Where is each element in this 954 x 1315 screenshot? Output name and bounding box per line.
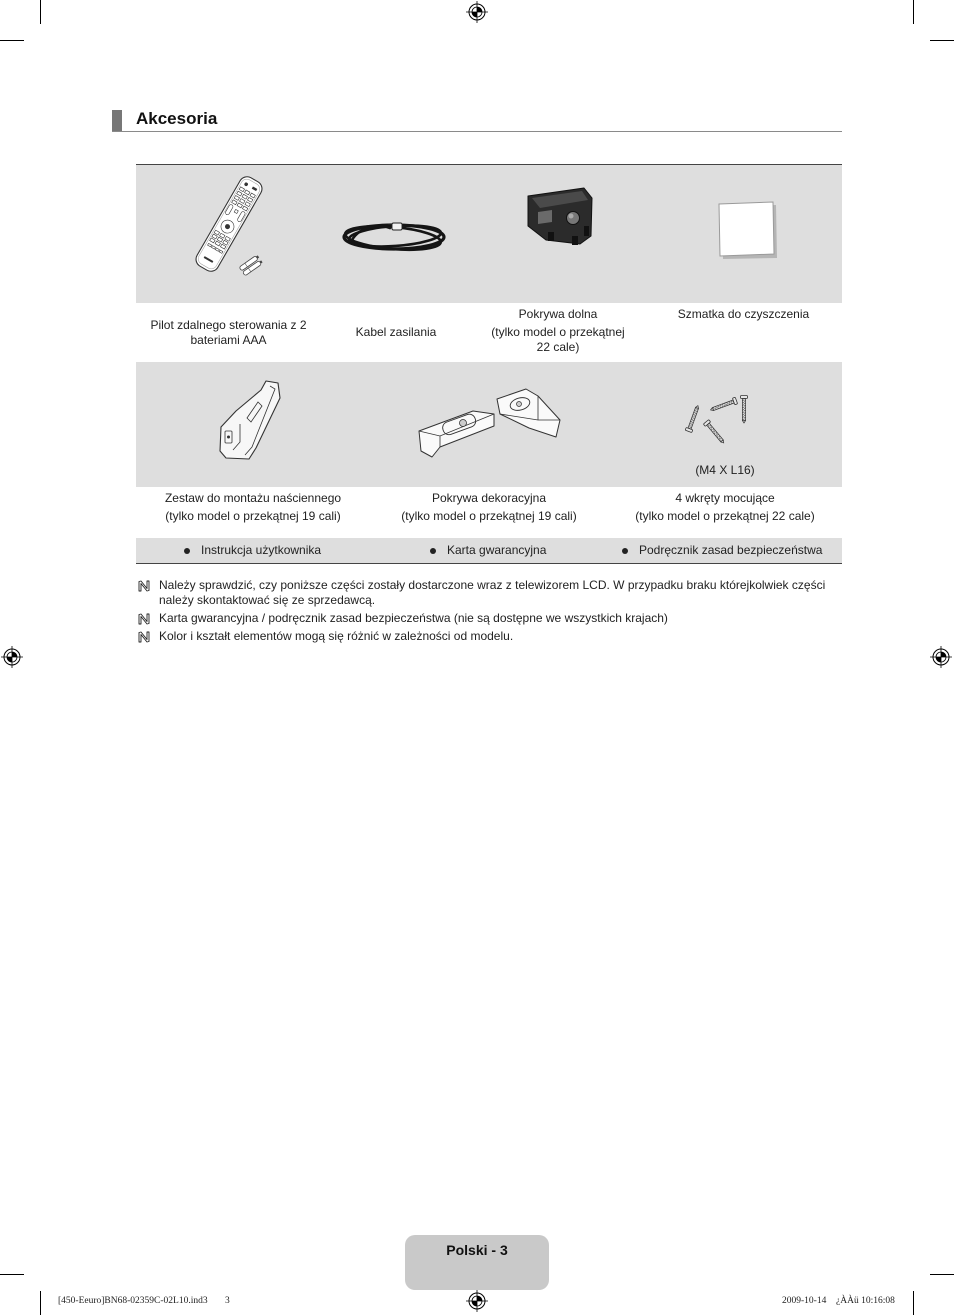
section-title: Akcesoria bbox=[136, 109, 218, 128]
screw bbox=[703, 420, 726, 446]
label-line: Pilot zdalnego sterowania z 2 bbox=[150, 317, 307, 332]
accessory-label-remote bbox=[136, 303, 321, 362]
power-cable-icon bbox=[336, 210, 454, 260]
document-label: Instrukcja użytkownika bbox=[201, 543, 322, 557]
slug-date: 2009-10-14 bbox=[782, 1296, 827, 1306]
label-line: (tylko model o przekątnej 19 cali) bbox=[165, 509, 341, 523]
bullet-icon bbox=[430, 548, 436, 554]
bullet-icon bbox=[184, 548, 190, 554]
bottom-cover-icon bbox=[518, 182, 600, 252]
label-line: Szmatka do czyszczenia bbox=[677, 307, 810, 321]
note-line: Kolor i kształt elementów mogą się różnić w zależności od modelu. bbox=[159, 629, 514, 643]
section-underline bbox=[112, 131, 842, 132]
batteries-icon bbox=[239, 255, 263, 276]
remote-control-icon bbox=[188, 168, 278, 280]
label-line: Kabel zasilania bbox=[355, 325, 437, 339]
label-line: 22 cale) bbox=[536, 340, 580, 354]
slug-page-number: 3 bbox=[225, 1296, 230, 1306]
cleaning-cloth-icon bbox=[712, 197, 782, 263]
label-line: 4 wkręty mocujące bbox=[675, 491, 775, 505]
document-item bbox=[184, 538, 321, 563]
label-line: Pokrywa dekoracyjna bbox=[431, 491, 547, 505]
note-icon bbox=[138, 580, 150, 592]
document-item bbox=[430, 538, 546, 563]
screws-size-caption: (M4 X L16) bbox=[695, 463, 755, 477]
label-line: (tylko model o przekątnej 22 cale) bbox=[635, 509, 815, 523]
accessory-label-screws bbox=[608, 487, 842, 538]
registration-mark-top bbox=[466, 1, 488, 23]
accessory-label-bottom-cover bbox=[471, 303, 645, 362]
screws-icon bbox=[680, 390, 760, 450]
note-item bbox=[138, 578, 850, 608]
page-number-tab bbox=[405, 1235, 549, 1290]
note-line: Należy sprawdzić, czy poniższe części zostały dostarczone wraz z telewizorem LCD. W przypadku braku którejkolwiek części bbox=[159, 578, 826, 592]
slug-time: ¿ÀÀü 10:16:08 bbox=[836, 1296, 895, 1306]
section-marker bbox=[112, 110, 122, 131]
label-line: Zestaw do montażu naściennego bbox=[164, 491, 342, 505]
note-icon bbox=[138, 613, 150, 625]
slug-file-name: [450-Eeuro]BN68-02359C-02L10.ind3 bbox=[58, 1296, 208, 1306]
table-bottom-border bbox=[136, 563, 842, 564]
accessory-label-power-cable bbox=[321, 303, 471, 362]
screw bbox=[741, 396, 748, 424]
label-line: (tylko model o przekątnej 19 cali) bbox=[401, 509, 577, 523]
note-item bbox=[138, 611, 850, 626]
note-line: Karta gwarancyjna / podręcznik zasad bezpieczeństwa (nie są dostępne we wszystkich krajach) bbox=[159, 611, 668, 625]
registration-mark-left bbox=[1, 646, 23, 668]
registration-mark-right bbox=[930, 646, 952, 668]
notes-list bbox=[138, 578, 850, 647]
note-text bbox=[159, 578, 825, 608]
page-number-label: Polski - 3 bbox=[446, 1242, 508, 1258]
registration-mark-bottom bbox=[466, 1290, 488, 1312]
note-text bbox=[159, 611, 668, 626]
note-item bbox=[138, 629, 850, 644]
note-text bbox=[159, 629, 513, 644]
screw bbox=[685, 404, 701, 432]
accessory-label-decorative-cover bbox=[370, 487, 608, 538]
bullet-icon bbox=[622, 548, 628, 554]
label-line: Pokrywa dolna bbox=[518, 307, 598, 321]
label-line: (tylko model o przekątnej bbox=[491, 325, 625, 339]
note-line: należy skontaktować się ze sprzedawcą. bbox=[159, 593, 376, 607]
accessory-label-wall-mount-kit bbox=[136, 487, 370, 538]
document-label: Karta gwarancyjna bbox=[447, 543, 547, 557]
document-label: Podręcznik zasad bezpieczeństwa bbox=[639, 543, 823, 557]
screw bbox=[709, 397, 737, 413]
document-item bbox=[622, 538, 822, 563]
decorative-cover-icon bbox=[410, 383, 570, 463]
note-icon bbox=[138, 631, 150, 643]
wall-mount-kit-icon bbox=[212, 376, 288, 468]
accessory-label-cleaning-cloth bbox=[645, 303, 842, 362]
label-line: bateriami AAA bbox=[190, 332, 267, 347]
